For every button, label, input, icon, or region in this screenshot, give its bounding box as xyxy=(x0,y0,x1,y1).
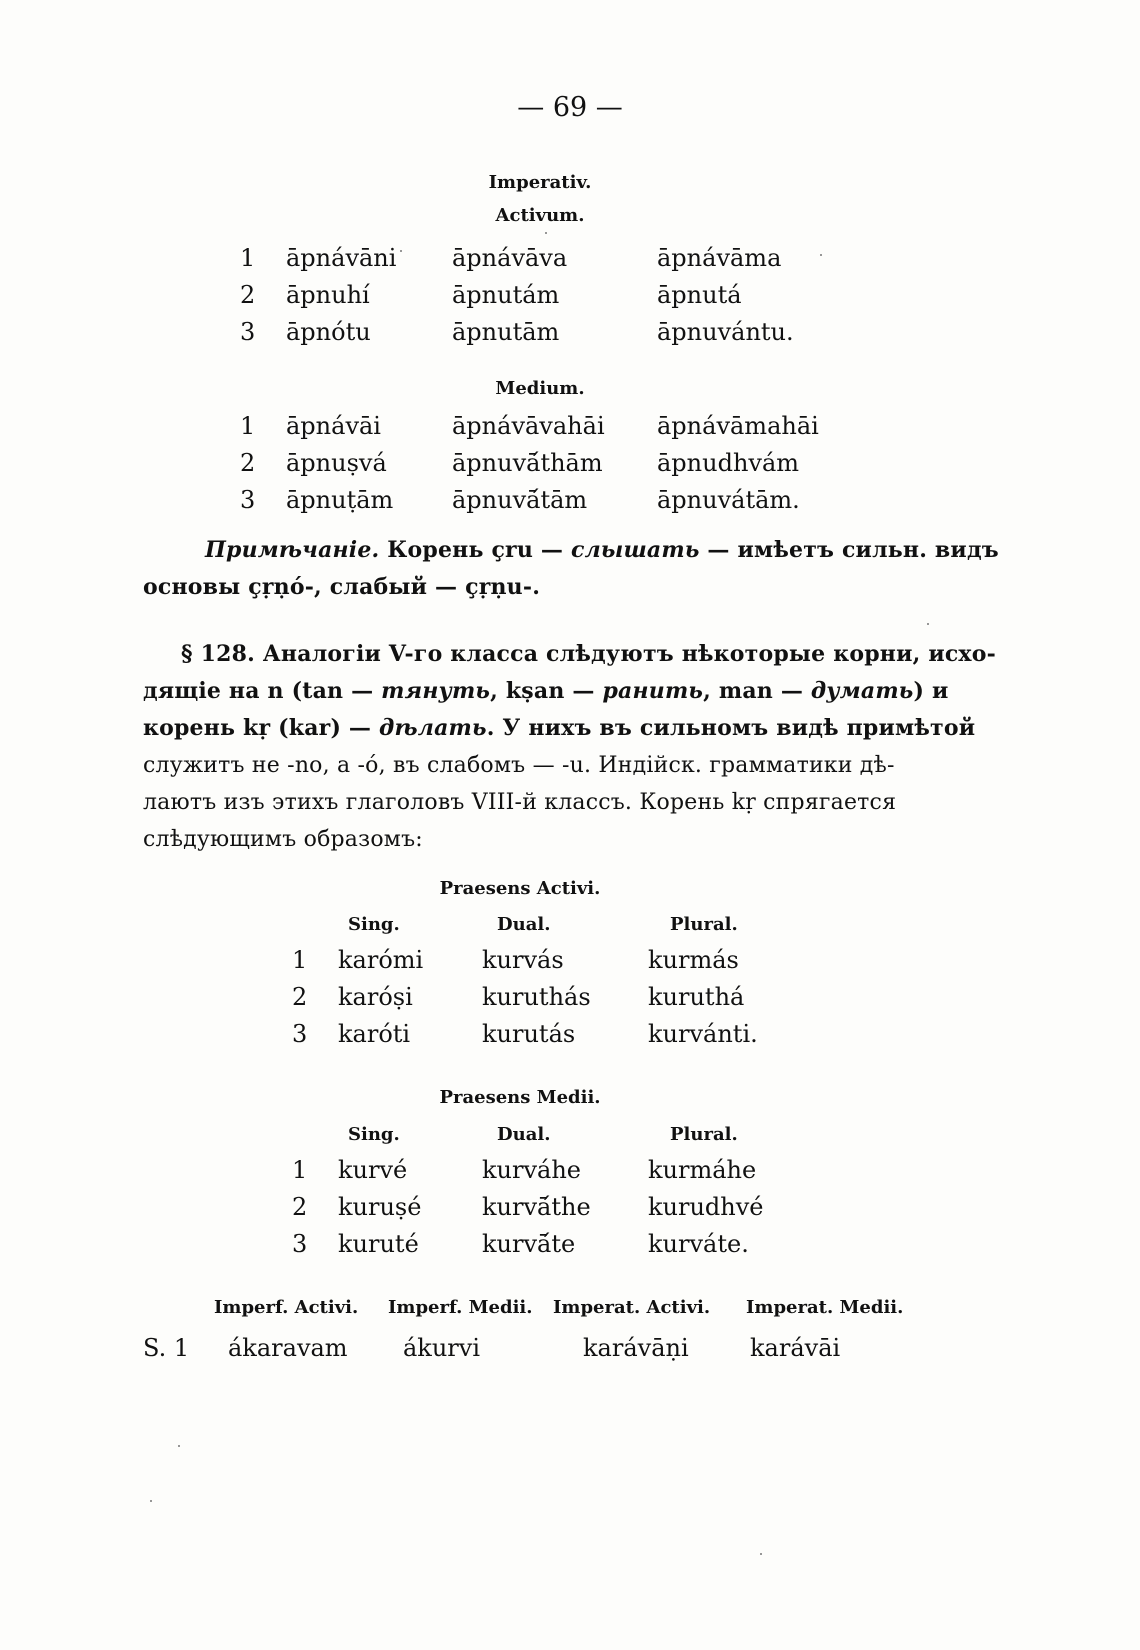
form-singular: āpnávāni xyxy=(286,244,397,272)
section-line xyxy=(143,710,975,747)
form-dual: āpnutām xyxy=(452,318,560,346)
form-plural: āpnutá xyxy=(657,281,742,309)
form-plural: āpnudhvám xyxy=(657,449,800,477)
scan-speck xyxy=(178,1445,180,1447)
person-number: 3 xyxy=(292,1020,308,1048)
person-number: 3 xyxy=(292,1230,308,1258)
form-plural: kuruthá xyxy=(648,983,745,1011)
note-text: . xyxy=(532,574,541,600)
form-imperf-medii: ákurvi xyxy=(403,1334,481,1362)
page-number: — 69 — xyxy=(517,92,623,123)
form-dual: āpnutám xyxy=(452,281,560,309)
form-singular: kuruté xyxy=(338,1230,419,1258)
form-imperf-activi: ákaravam xyxy=(228,1334,348,1362)
section-text: , kṣan — xyxy=(490,678,603,704)
form-singular: āpnuṭām xyxy=(286,486,394,514)
form-singular: karóṣi xyxy=(338,983,413,1011)
column-header-dual: Dual. xyxy=(497,1124,551,1145)
section-text: Аналогіи V-го класса слѣдуютъ нѣкоторые корни, исхо- xyxy=(254,641,996,667)
section-text: (kar) — xyxy=(270,715,379,741)
section-mark: § 128. xyxy=(181,641,255,667)
form-singular: āpnótu xyxy=(286,318,371,346)
column-header-imperf-activi: Imperf. Activi. xyxy=(214,1297,359,1318)
scan-speck xyxy=(400,250,402,252)
person-number: 2 xyxy=(292,983,308,1011)
form-singular: kuruṣé xyxy=(338,1193,422,1221)
note-gloss: слышать xyxy=(570,537,700,563)
scan-speck xyxy=(927,623,929,625)
form-plural: kurváte. xyxy=(648,1230,749,1258)
note-line-2 xyxy=(143,569,540,606)
note-line-1 xyxy=(205,532,999,569)
form-dual: kurutás xyxy=(482,1020,576,1048)
person-number: 1 xyxy=(292,946,308,974)
form-dual: āpnávāva xyxy=(452,244,568,272)
form-singular: āpnávāi xyxy=(286,412,381,440)
person-number: 2 xyxy=(292,1193,308,1221)
column-header-imperat-activi: Imperat. Activi. xyxy=(553,1297,711,1318)
section-gloss: тянуть xyxy=(381,678,491,704)
column-header-imperf-medii: Imperf. Medii. xyxy=(388,1297,533,1318)
form-singular: karóti xyxy=(338,1020,411,1048)
section-line xyxy=(181,636,996,673)
imperativ-heading: Imperativ. xyxy=(488,172,592,193)
note-text: основы xyxy=(143,574,249,600)
form-dual: kurvā́the xyxy=(482,1193,591,1221)
note-text: — xyxy=(533,537,571,563)
row-label: S. 1 xyxy=(143,1334,190,1362)
section-gloss: ранить xyxy=(602,678,704,704)
person-number: 3 xyxy=(240,486,256,514)
note-text: Корень xyxy=(379,537,492,563)
form-plural: kurmáhe xyxy=(648,1156,757,1184)
note-text: — имѣетъ сильн. видъ xyxy=(699,537,999,563)
form-plural: kurmás xyxy=(648,946,739,974)
form-dual: kurvás xyxy=(482,946,564,974)
form-imperat-medii: karávāi xyxy=(750,1334,841,1362)
form-plural: āpnávāma xyxy=(657,244,782,272)
column-header-dual: Dual. xyxy=(497,914,551,935)
scan-speck xyxy=(150,1500,152,1502)
form-singular: karómi xyxy=(338,946,424,974)
person-number: 1 xyxy=(292,1156,308,1184)
medium-heading: Medium. xyxy=(495,378,585,399)
person-number: 1 xyxy=(240,412,256,440)
column-header-sing: Sing. xyxy=(348,914,400,935)
person-number: 2 xyxy=(240,449,256,477)
praesens-activi-heading: Praesens Activi. xyxy=(439,878,601,899)
section-line: служитъ не -no, а -ó, въ слабомъ — -u. Индійск. грамматики дѣ- xyxy=(143,753,895,778)
section-text: , man — xyxy=(703,678,811,704)
section-gloss: дѣлать xyxy=(378,715,487,741)
note-text: , слабый — xyxy=(314,574,466,600)
note-label: Примѣчаніе. xyxy=(205,537,380,563)
section-text: корень xyxy=(143,715,244,741)
form-dual: āpnuvā́thām xyxy=(452,449,603,477)
section-gloss: думать xyxy=(810,678,914,704)
form-dual: āpnávāvahāi xyxy=(452,412,605,440)
form-plural: kurvánti. xyxy=(648,1020,758,1048)
note-stem-weak: çṛṇu- xyxy=(465,574,533,600)
form-plural: āpnávāmahāi xyxy=(657,412,819,440)
form-dual: kuruthás xyxy=(482,983,591,1011)
note-root: çru xyxy=(491,537,534,563)
person-number: 2 xyxy=(240,281,256,309)
praesens-medii-heading: Praesens Medii. xyxy=(439,1087,601,1108)
section-line: слѣдующимъ образомъ: xyxy=(143,827,423,852)
section-text: ) и xyxy=(913,678,949,704)
person-number: 3 xyxy=(240,318,256,346)
section-root: kṛ xyxy=(243,715,271,741)
form-plural: kurudhvé xyxy=(648,1193,764,1221)
form-singular: āpnuṣvá xyxy=(286,449,387,477)
form-dual: āpnuvā́tām xyxy=(452,486,588,514)
form-dual: kurváhe xyxy=(482,1156,581,1184)
form-plural: āpnuvátām. xyxy=(657,486,800,514)
form-dual: kurvā́te xyxy=(482,1230,576,1258)
section-text: . У нихъ въ сильномъ видѣ примѣтой xyxy=(486,715,976,741)
section-line: лаютъ изъ этихъ глаголовъ VIII-й классъ. Корень kṛ спрягается xyxy=(143,790,897,815)
column-header-sing: Sing. xyxy=(348,1124,400,1145)
scan-speck xyxy=(760,1553,762,1555)
column-header-imperat-medii: Imperat. Medii. xyxy=(746,1297,904,1318)
section-line xyxy=(143,673,949,710)
column-header-plural: Plural. xyxy=(670,1124,738,1145)
scan-speck xyxy=(545,232,547,234)
person-number: 1 xyxy=(240,244,256,272)
scan-speck xyxy=(820,254,822,256)
note-stem-strong: çṛṇó- xyxy=(248,574,315,600)
form-singular: kurvé xyxy=(338,1156,408,1184)
form-imperat-activi: karávāṇi xyxy=(583,1334,689,1362)
column-header-plural: Plural. xyxy=(670,914,738,935)
activum-heading: Activum. xyxy=(495,205,585,226)
form-plural: āpnuvántu. xyxy=(657,318,794,346)
form-singular: āpnuhí xyxy=(286,281,370,309)
section-text: дящіе на n (tan — xyxy=(143,678,382,704)
